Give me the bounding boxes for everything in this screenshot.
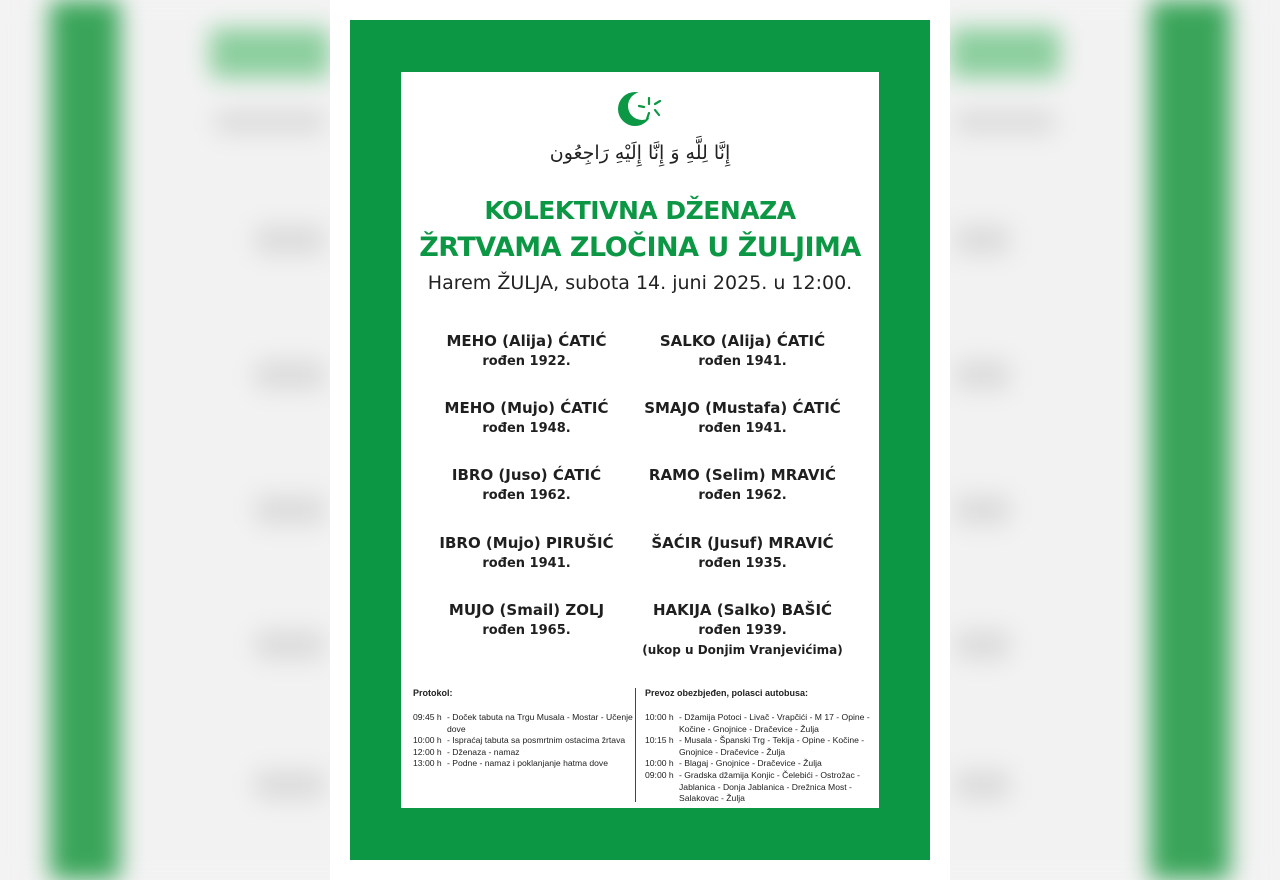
victim-entry bbox=[407, 532, 646, 574]
transport-item bbox=[645, 758, 877, 770]
transport-time: 10:15 h bbox=[645, 735, 674, 746]
victim-name: IBRO (Mujo) PIRUŠIĆ bbox=[439, 534, 614, 552]
transport-route: - Džamija Potoci - Livač - Vrapčići - M 17 - Opine - Kočine - Gnojnice - Dračevice - Žulja bbox=[679, 712, 870, 734]
victim-born: rođen 1965. bbox=[482, 623, 571, 638]
protocol-item bbox=[413, 747, 633, 759]
protocol-time: 10:00 h bbox=[413, 735, 442, 746]
protocol-text: - Dženaza - namaz bbox=[447, 746, 520, 757]
page-subtitle-heading: ŽRTVAMA ZLOČINA U ŽULJIMA bbox=[419, 232, 861, 263]
victim-born: rođen 1941. bbox=[482, 556, 571, 571]
victim-born: rođen 1922. bbox=[482, 354, 571, 369]
section-divider bbox=[635, 688, 636, 802]
protocol-section bbox=[413, 688, 633, 770]
victim-born: rođen 1962. bbox=[482, 488, 571, 503]
announcement-card bbox=[401, 72, 879, 808]
page-title: KOLEKTIVNA DŽENAZA bbox=[484, 196, 796, 225]
victim-name: SMAJO (Mustafa) ĆATIĆ bbox=[644, 399, 841, 417]
victim-name: MEHO (Mujo) ĆATIĆ bbox=[444, 399, 609, 417]
transport-section bbox=[645, 688, 877, 805]
transport-time: 10:00 h bbox=[645, 712, 674, 722]
victim-born: rođen 1948. bbox=[482, 421, 571, 436]
victim-name: IBRO (Juso) ĆATIĆ bbox=[451, 466, 602, 484]
victim-name: ŠAĆIR (Jusuf) MRAVIĆ bbox=[651, 534, 834, 552]
protocol-item bbox=[413, 758, 633, 770]
victim-name: RAMO (Selim) MRAVIĆ bbox=[648, 466, 837, 484]
victim-born: rođen 1939. bbox=[698, 623, 787, 638]
victim-born: rođen 1941. bbox=[698, 421, 787, 436]
victim-born: rođen 1935. bbox=[698, 556, 787, 571]
victim-name: MEHO (Alija) ĆATIĆ bbox=[446, 332, 607, 350]
protocol-text: - Doček tabuta na Trgu Musala - Mostar - Učenje dove bbox=[447, 712, 633, 734]
victim-burial-note: (ukop u Donjim Vranjevićima) bbox=[642, 643, 843, 657]
victim-born: rođen 1941. bbox=[698, 354, 787, 369]
victim-entry bbox=[623, 599, 862, 659]
victim-name: HAKIJA (Salko) BAŠIĆ bbox=[652, 601, 833, 619]
transport-route: - Blagaj - Gnojnice - Dračevice - Žulja bbox=[679, 758, 822, 769]
protocol-time: 09:45 h bbox=[413, 712, 442, 722]
transport-route: - Gradska džamija Konjic - Čelebići - Ostrožac - Jablanica - Donja Jablanica - Drežnica Most - Salakovac - Žulja bbox=[679, 769, 860, 804]
victim-entry bbox=[623, 532, 862, 574]
protocol-title: Protokol: bbox=[413, 688, 453, 698]
victim-born: rođen 1962. bbox=[698, 488, 787, 503]
transport-time: 10:00 h bbox=[645, 758, 674, 769]
protocol-item bbox=[413, 735, 633, 747]
protocol-text: - Podne - namaz i poklanjanje hatma dove bbox=[447, 758, 608, 769]
arabic-verse: إِنَّا لِلَّهِ وَ إِنَّا إِلَيْهِ رَاجِعُون bbox=[549, 142, 731, 164]
event-location-date: Harem ŽULJA, subota 14. juni 2025. u 12:00. bbox=[427, 272, 853, 294]
transport-item bbox=[645, 712, 877, 735]
victim-name: MUJO (Smail) ZOLJ bbox=[448, 601, 605, 619]
victim-entry bbox=[623, 464, 862, 506]
transport-route: - Musala - Španski Trg - Tekija - Opine - Kočine - Gnojnice - Dračevice - Žulja bbox=[679, 735, 865, 757]
protocol-text: - Ispraćaj tabuta sa posmrtnim ostacima žrtava bbox=[447, 735, 626, 746]
victim-entry bbox=[407, 464, 646, 506]
victim-entry bbox=[623, 397, 862, 439]
victim-entry bbox=[407, 397, 646, 439]
protocol-item bbox=[413, 712, 633, 735]
transport-title: Prevoz obezbjeđen, polasci autobusa: bbox=[645, 688, 809, 698]
transport-time: 09:00 h bbox=[645, 769, 674, 780]
victim-entry bbox=[407, 330, 646, 372]
transport-item bbox=[645, 770, 877, 805]
crescent-star-icon bbox=[613, 86, 669, 132]
victim-entry bbox=[623, 330, 862, 372]
transport-item bbox=[645, 735, 877, 758]
victim-name: SALKO (Alija) ĆATIĆ bbox=[659, 332, 826, 350]
protocol-time: 13:00 h bbox=[413, 758, 442, 769]
victim-entry bbox=[407, 599, 646, 641]
protocol-time: 12:00 h bbox=[413, 746, 442, 757]
